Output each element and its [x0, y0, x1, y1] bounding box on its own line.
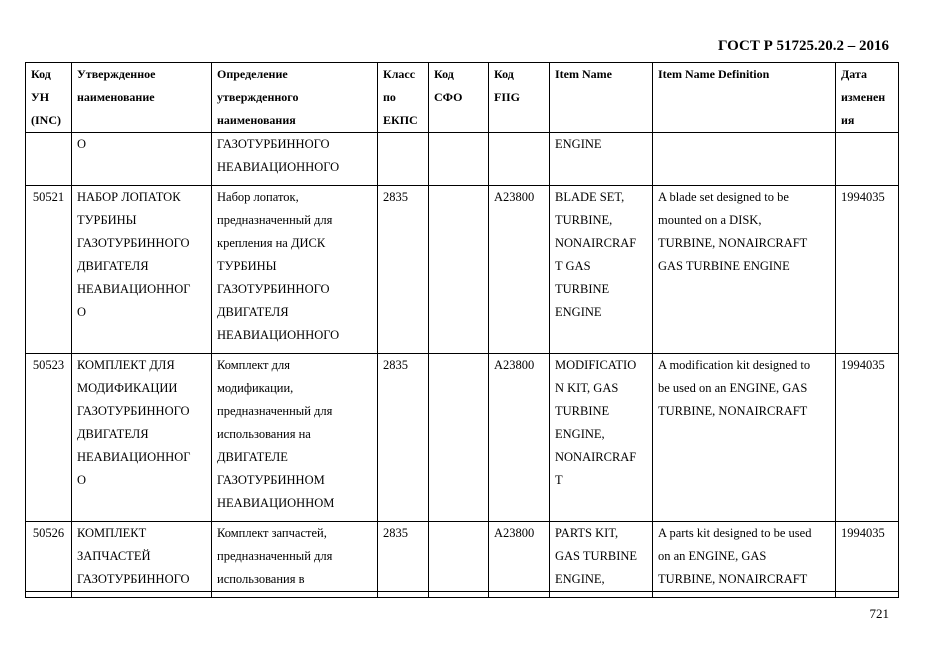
column-header-fiig: Код FIIG [489, 63, 550, 133]
cell-code: 50523 [26, 354, 72, 522]
cell-item-name: BLADE SET, TURBINE, NONAIRCRAF T GAS TURBINE ENGINE [550, 186, 653, 354]
cell-definition: ГАЗОТУРБИННОГО НЕАВИАЦИОННОГО [212, 133, 378, 186]
cell-date: 1994035 [836, 354, 899, 522]
cell-class: 2835 [378, 354, 429, 522]
cell-definition: Комплект для модификации, предназначенный для использования на ДВИГАТЕЛЕ ГАЗОТУРБИННОМ НЕАВИАЦИОННОМ [212, 354, 378, 522]
document-header: ГОСТ Р 51725.20.2 – 2016 [717, 38, 889, 54]
cell-class [378, 133, 429, 186]
cell-date: 1994035 [836, 522, 899, 598]
cell-date [836, 133, 899, 186]
table-row [26, 186, 899, 354]
column-header-definition: Определение утвержденного наименования [212, 63, 378, 133]
cell-code: 50521 [26, 186, 72, 354]
cell-definition: Набор лопаток, предназначенный для крепления на ДИСК ТУРБИНЫ ГАЗОТУРБИННОГО ДВИГАТЕЛЯ НЕАВИАЦИОННОГО [212, 186, 378, 354]
page-number: 721 [869, 606, 889, 621]
cell-date: 1994035 [836, 186, 899, 354]
cell-fiig: A23800 [489, 522, 550, 598]
cell-fiig [489, 133, 550, 186]
column-header-code: Код УН (INC) [26, 63, 72, 133]
table-bottom-rule [25, 591, 898, 592]
table-row-continuation [26, 133, 899, 186]
column-header-date: Дата изменен ия [836, 63, 899, 133]
cell-name: НАБОР ЛОПАТОК ТУРБИНЫ ГАЗОТУРБИННОГО ДВИГАТЕЛЯ НЕАВИАЦИОННОГ О [72, 186, 212, 354]
cell-item-definition [653, 133, 836, 186]
column-header-class: Класс по ЕКПС [378, 63, 429, 133]
cell-item-name: PARTS KIT, GAS TURBINE ENGINE, [550, 522, 653, 598]
classifier-table [25, 62, 899, 598]
cell-sfo [429, 354, 489, 522]
cell-fiig: A23800 [489, 354, 550, 522]
cell-class: 2835 [378, 522, 429, 598]
cell-item-name: MODIFICATIO N KIT, GAS TURBINE ENGINE, NONAIRCRAF T [550, 354, 653, 522]
cell-code: 50526 [26, 522, 72, 598]
table-row [26, 354, 899, 522]
cell-item-definition: A parts kit designed to be used on an ENGINE, GAS TURBINE, NONAIRCRAFT [653, 522, 836, 598]
column-header-sfo: Код СФО [429, 63, 489, 133]
cell-name: КОМПЛЕКТ ДЛЯ МОДИФИКАЦИИ ГАЗОТУРБИННОГО ДВИГАТЕЛЯ НЕАВИАЦИОННОГ О [72, 354, 212, 522]
cell-item-name: ENGINE [550, 133, 653, 186]
column-header-name: Утвержденное наименование [72, 63, 212, 133]
column-header-item-definition: Item Name Definition [653, 63, 836, 133]
cell-class: 2835 [378, 186, 429, 354]
cell-definition: Комплект запчастей, предназначенный для использования в [212, 522, 378, 598]
cell-name: О [72, 133, 212, 186]
cell-fiig: A23800 [489, 186, 550, 354]
cell-item-definition: A blade set designed to be mounted on a DISK, TURBINE, NONAIRCRAFT GAS TURBINE ENGINE [653, 186, 836, 354]
table-row [26, 522, 899, 598]
cell-sfo [429, 133, 489, 186]
column-header-item-name: Item Name [550, 63, 653, 133]
table-header-row [26, 63, 899, 133]
cell-item-definition: A modification kit designed to be used on an ENGINE, GAS TURBINE, NONAIRCRAFT [653, 354, 836, 522]
cell-sfo [429, 522, 489, 598]
cell-sfo [429, 186, 489, 354]
cell-code [26, 133, 72, 186]
cell-name: КОМПЛЕКТ ЗАПЧАСТЕЙ ГАЗОТУРБИННОГО [72, 522, 212, 598]
